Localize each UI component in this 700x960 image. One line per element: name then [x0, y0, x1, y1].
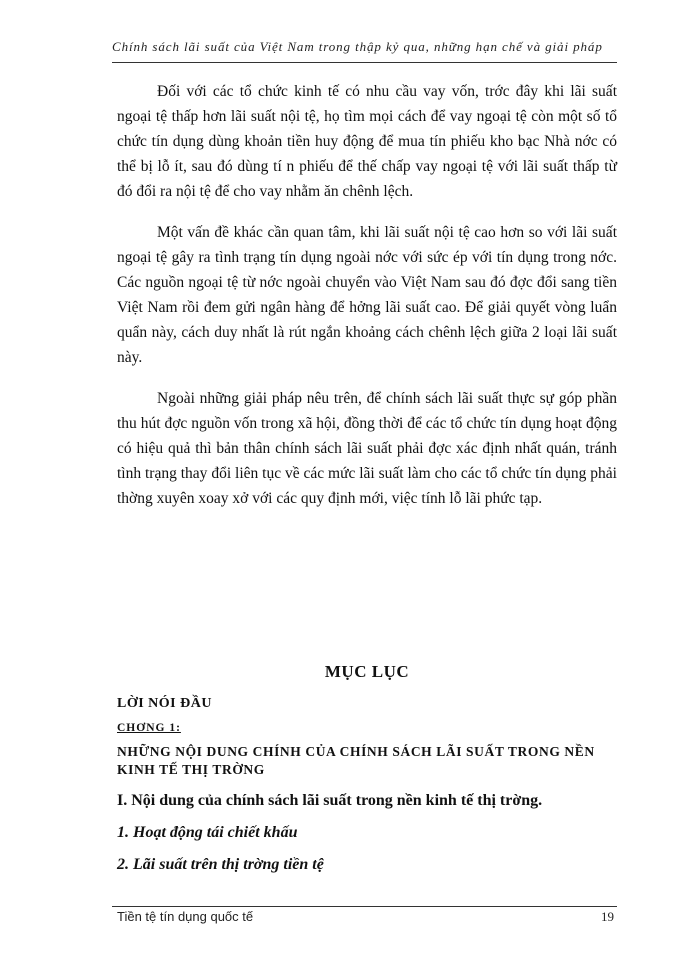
paragraph-2: Một vấn đề khác cần quan tâm, khi lãi suất nội tệ cao hơn so với lãi suất ngoại tệ gây ra tình trạng tín dụng ngoài nớc với sức ép với tín dụng trong nớc. Các nguồn ngoại tệ từ nớc ngoài chuyển vào Việt Nam sau đó đợc đổi sang tiền Việt Nam rồi đem gửi ngân hàng để hởng lãi suất cao. Để giải quyết vòng luẩn quẩn này, cách duy nhất là rút ngắn khoảng cách chênh lệch giữa 2 loại lãi suất này. [117, 224, 617, 366]
page-number: 19 [601, 909, 614, 924]
toc-subsection-2: 2. Lãi suất trên thị trờng tiền tệ [117, 856, 324, 873]
table-of-contents [117, 693, 617, 877]
paragraph-3: Ngoài những giải pháp nêu trên, để chính sách lãi suất thực sự góp phần thu hút đợc nguồn vốn trong xã hội, đồng thời để các tổ chức tín dụng hoạt động có hiệu quả thì bản thân chính sách lãi suất phải đợc xác định nhất quán, tránh tình trạng thay đổi liên tục về các mức lãi suất làm cho các tổ chức tín dụng phải thờng xuyên xoay xở với các quy định mới, việc tính lỗ lãi phức tạp. [117, 390, 617, 507]
paragraph-1: Đối với các tổ chức kinh tế có nhu cầu vay vốn, trớc đây khi lãi suất ngoại tệ thấp hơn lãi suất nội tệ, họ tìm mọi cách để vay ngoại tệ còn một số tổ chức tín dụng dùng khoản tiền huy động để mua tín phiếu kho bạc Nhà nớc có thể bị lỗ ít, sau đó dùng tí n phiếu để thế chấp vay ngoại tệ với lãi suất thấp từ đó đổi ra nội tệ để cho vay nhằm ăn chênh lệch. [117, 83, 617, 200]
body-text [117, 79, 617, 527]
footer-divider [112, 906, 617, 907]
running-header: Chính sách lãi suất của Việt Nam trong thập kỷ qua, những hạn chế và giải pháp [112, 39, 603, 54]
toc-subsection-1: 1. Hoạt động tái chiết khấu [117, 824, 298, 841]
toc-chapter-title: NHỮNG NỘI DUNG CHÍNH CỦA CHÍNH SÁCH LÃI SUẤT TRONG NỀN KINH TẾ THỊ TRỜNG [117, 744, 595, 777]
header-divider [112, 62, 617, 63]
footer-course-title: Tiền tệ tín dụng quốc tế [117, 909, 254, 924]
toc-title: MỤC LỤC [324, 662, 410, 681]
toc-section-entry: I. Nội dung của chính sách lãi suất trong nền kinh tế thị trờng. [117, 792, 543, 809]
toc-chapter-label: CHƠNG 1: [117, 722, 181, 734]
toc-intro-entry: LỜI NÓI ĐẦU [117, 696, 212, 711]
